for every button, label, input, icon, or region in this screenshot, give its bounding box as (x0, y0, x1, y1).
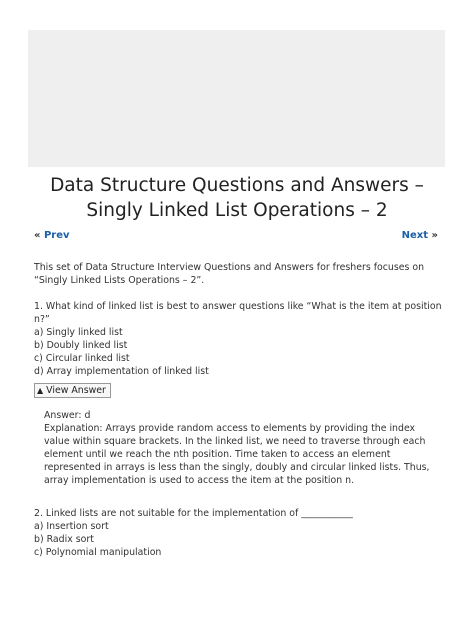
page-title-line-2: Singly Linked List Operations – 2 (86, 200, 388, 221)
prev-link-label: Prev (43, 230, 70, 241)
option-c: c) Polynomial manipulation (34, 547, 162, 558)
answer-box (44, 409, 442, 487)
page-title (0, 173, 474, 223)
question-1 (34, 300, 442, 487)
question-2 (34, 507, 442, 559)
page-title-line-1: Data Structure Questions and Answers – (50, 175, 424, 196)
option-a: a) Singly linked list (34, 327, 123, 338)
question-text: 2. Linked lists are not suitable for the implementation of ___________ (34, 508, 353, 519)
pagination-nav (34, 229, 438, 243)
intro-paragraph: This set of Data Structure Interview Questions and Answers for freshers focuses on “Singly Linked Lists Operations – 2”. (34, 262, 425, 286)
view-answer-button[interactable] (34, 383, 111, 398)
option-c: c) Circular linked list (34, 353, 130, 364)
answer-text: Answer: d (44, 410, 91, 421)
prev-quote-icon: « (34, 230, 41, 241)
ad-banner (28, 30, 445, 167)
next-quote-icon: » (431, 230, 438, 241)
prev-link[interactable] (34, 229, 70, 243)
option-a: a) Insertion sort (34, 521, 109, 532)
view-answer-label: View Answer (46, 385, 106, 396)
next-link[interactable] (402, 229, 438, 243)
question-text: 1. What kind of linked list is best to answer questions like “What is the item at position n?” (34, 301, 442, 325)
article-content (34, 261, 442, 559)
option-b: b) Doubly linked list (34, 340, 128, 351)
option-d: d) Array implementation of linked list (34, 366, 209, 377)
next-link-label: Next (401, 230, 429, 241)
option-b: b) Radix sort (34, 534, 94, 545)
explanation-text: Explanation: Arrays provide random access to elements by providing the index value within square brackets. In the linked list, we need to traverse through each element until we reach the nth position. Time taken to access an element represented in arrays is less than the singly, doubly and circular linked lists. Thus, array implementation is used to access the item at the position n. (44, 423, 430, 486)
caret-up-icon: ▲ (37, 386, 44, 395)
